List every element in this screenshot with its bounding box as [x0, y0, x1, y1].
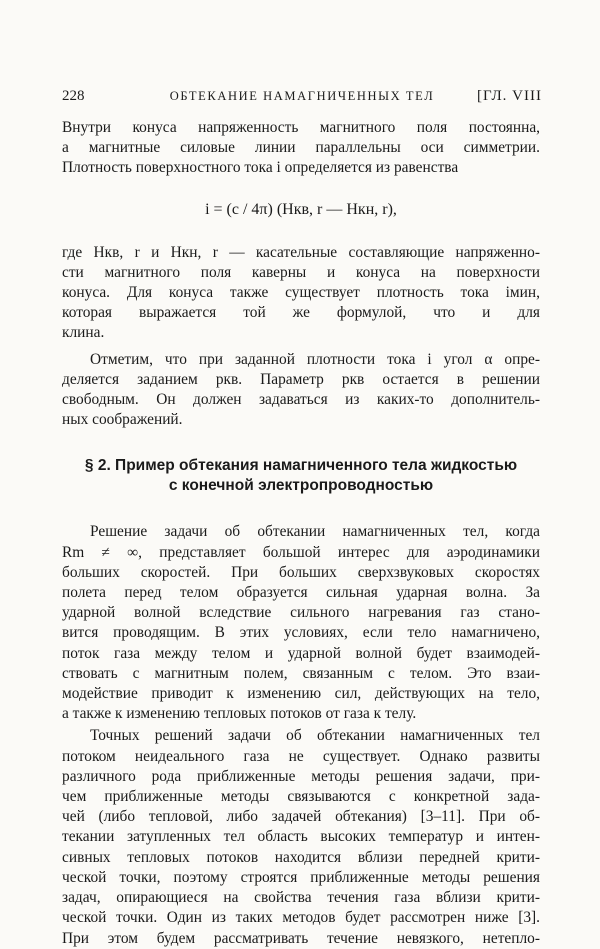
text-line: Плотность поверхностного тока i определяется из равенства: [62, 159, 459, 177]
text-line: полета перед телом образуется сильная ударная волна. За: [62, 584, 540, 602]
text-line: поток газа между телом и ударной волной будет взаимодей-: [62, 644, 540, 662]
text-line: сти магнитного поля каверны и конуса на поверхности: [62, 263, 540, 281]
text-line: Внутри конуса напряженность магнитного поля постоянна,: [62, 119, 540, 136]
text-line: Отметим, что при заданной плотности тока i угол α опре-: [90, 350, 540, 368]
paragraph-2: [62, 243, 540, 344]
text-line: ческой точки, поэтому строятся приближенные методы решения: [62, 868, 540, 886]
text-line: а также к изменению тепловых потоков от газа к телу.: [62, 705, 417, 723]
page-body: [62, 118, 540, 949]
text-line: ческой точки. Один из таких методов будет рассмотрен ниже [3].: [62, 909, 540, 927]
text-line: задач, опирающиеся на свойства течения газа вблизи крити-: [62, 889, 540, 907]
text-line: сивных тепловых потоков находится вблизи передней крити-: [62, 848, 540, 866]
chapter-label: [ГЛ. VIII: [476, 88, 542, 104]
text-line: которая выражается той же формулой, что и для: [62, 304, 540, 322]
section-heading-line-1: § 2. Пример обтекания намагниченного тела жидкостью: [84, 457, 518, 475]
text-line: потоком неидеального газа не существует. Однако развиты: [62, 747, 540, 765]
text-line: больших скоростей. При больших сверхзвуковых скоростях: [62, 563, 540, 581]
paragraph-3: [62, 350, 540, 431]
text-line: чем приближенные методы связываются с конкретной зада-: [62, 788, 540, 806]
text-line: Решение задачи об обтекании намагниченных тел, когда: [90, 523, 540, 541]
paragraph-1: [62, 118, 540, 179]
text-line: текании затупленных тел область высоких температур и интен-: [62, 828, 540, 846]
paragraph-4: [62, 522, 540, 724]
text-line: где Hкв, r и Hкн, r — касательные составляющие напряженно-: [62, 243, 540, 261]
section-heading-line-2: с конечной электропроводностью: [168, 477, 434, 495]
text-line: Rm ≠ ∞, представляет большой интерес для аэродинамики: [62, 543, 540, 561]
text-line: вится проводящим. В этих условиях, если тело намагничено,: [62, 624, 540, 642]
text-line: деляется заданием pкв. Параметр pкв остается в решении: [62, 370, 540, 388]
section-heading: [62, 456, 540, 496]
formula: i = (c / 4π) (Hкв, r — Hкн, r),: [205, 200, 397, 218]
running-title: ОБТЕКАНИЕ НАМАГНИЧЕННЫХ ТЕЛ: [169, 89, 435, 103]
text-line: ных соображений.: [62, 411, 183, 429]
text-line: Точных решений задачи об обтекании намагниченных тел: [90, 727, 540, 745]
text-line: ударной волной вследствие сильного нагревания газ стано-: [62, 604, 540, 622]
text-line: При этом будем рассматривать течение невязкого, нетепло-: [62, 929, 540, 947]
paragraph-5: [62, 726, 540, 948]
text-line: а магнитные силовые линии параллельны оси симметрии.: [62, 139, 540, 157]
text-line: конуса. Для конуса также существует плотность тока iмин,: [62, 284, 540, 302]
text-line: клина.: [62, 324, 105, 342]
text-line: чей (либо тепловой, либо задачей обтекания) [3–11]. При об-: [62, 808, 540, 826]
text-line: свободным. Он должен задаваться из каких-то дополнитель-: [62, 391, 540, 409]
page-number: 228: [62, 88, 85, 104]
text-line: ствовать с магнитным полем, связанным с телом. Это взаи-: [62, 664, 540, 682]
page-header: [62, 88, 542, 110]
text-line: различного рода приближенные методы решения задачи, при-: [62, 767, 540, 785]
text-line: модействие приводит к изменению сил, действующих на тело,: [62, 685, 540, 703]
